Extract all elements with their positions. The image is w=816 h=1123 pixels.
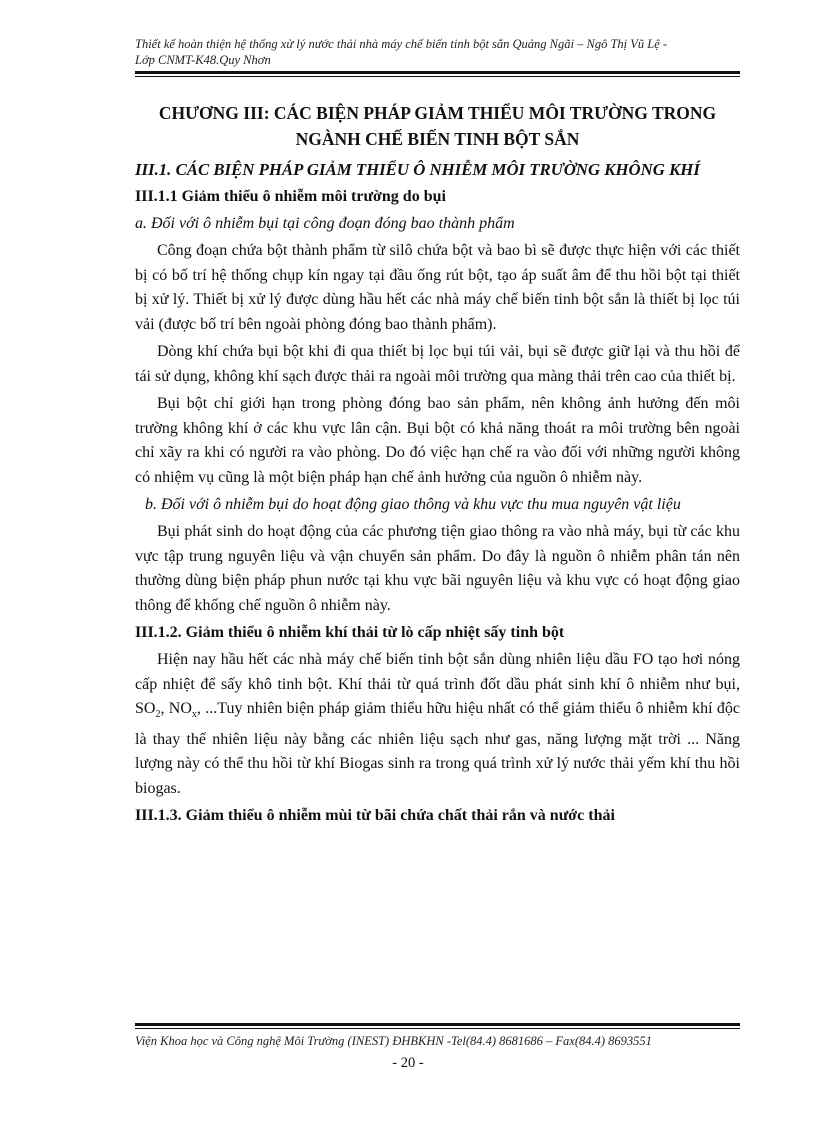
item-b-heading: b. Đối với ô nhiễm bụi do hoạt động giao thông và khu vực thu mua nguyên vật liệu (145, 496, 681, 513)
header-line-2: Lớp CNMT-K48.Quy Nhơn (135, 53, 271, 67)
running-header (135, 36, 735, 68)
chapter-title-line-2: NGÀNH CHẾ BIẾN TINH BỘT SẮN (295, 129, 580, 149)
subscript-so2: 2 (155, 709, 161, 721)
paragraph: Dòng khí chứa bụi bột khi đi qua thiết bị lọc bụi túi vải, bụi sẽ được giữ lại và thu hồi để tái sử dụng, không khí sạch được thải ra ngoài môi trường qua màng thải trên cao của thiết bị. (135, 343, 740, 385)
header-rule-thick (135, 71, 740, 74)
header-rule-thin (135, 76, 740, 77)
section-heading: III.1. CÁC BIỆN PHÁP GIẢM THIỂU Ô NHIỄM MÔI TRƯỜNG KHÔNG KHÍ (135, 160, 700, 179)
paragraph-emissions (135, 648, 740, 801)
chapter-title (135, 100, 740, 152)
paragraph: Công đoạn chứa bột thành phẩm từ silô chứa bột và bao bì sẽ được thực hiện với các thiết bị có bố trí hệ thống chụp kín ngay tại đầu ống rút bột, tạo áp suất âm để thu hồi bột tại thiết bị xử lý. Thiết bị xử lý được dùng hầu hết các nhà máy chế biến tinh bột sắn là thiết bị lọc túi vải (được bố trí bên ngoài phòng đóng bao thành phẩm). (135, 242, 740, 333)
text-run: , NO (160, 700, 192, 717)
subsection-heading-3: III.1.3. Giảm thiểu ô nhiễm mùi từ bãi chứa chất thải rắn và nước thải (135, 807, 615, 825)
paragraph: Bụi phát sinh do hoạt động của các phương tiện giao thông ra vào nhà máy, bụi từ các khu vực tập trung nguyên liệu và vận chuyển sản phẩm. Do đây là nguồn ô nhiễm phân tán nên thường dùng biện pháp phun nước tại khu vực bãi nguyên liệu và khu vực có hoạt động giao thông để khống chế nguồn ô nhiễm này. (135, 523, 740, 614)
subsection-heading-2: III.1.2. Giảm thiểu ô nhiễm khí thải từ lò cấp nhiệt sấy tinh bột (135, 624, 565, 641)
text-run: Hiện nay hầu hết các nhà máy chế biến tinh bột sắn dùng nhiên liệu dầu FO tạo hơi nóng cấp nhiệt để sấy khô tinh bột. Khí thải từ quá trình đốt dầu phát sinh khí ô nhiễm như bụi, SO (135, 651, 740, 717)
header-line-1: Thiết kế hoàn thiện hệ thống xử lý nước thải nhà máy chế biến tinh bột sắn Quảng Ngãi – Ngô Thị Vũ Lệ - (135, 37, 668, 51)
footer-rule-thin (135, 1028, 740, 1029)
running-footer: Viện Khoa học và Công nghệ Môi Trường (INEST) ĐHBKHN -Tel(84.4) 8681686 – Fax(84.4) 8693551 (135, 1034, 652, 1048)
item-a-heading: a. Đối với ô nhiễm bụi tại công đoạn đóng bao thành phẩm (135, 215, 515, 232)
page-number: - 20 - (392, 1055, 424, 1071)
subscript-nox: x (191, 709, 197, 721)
subsection-heading-1: III.1.1 Giảm thiểu ô nhiễm môi trường do bụi (135, 188, 446, 205)
page-body (135, 100, 740, 831)
footer-rule-thick (135, 1023, 740, 1026)
paragraph: Bụi bột chỉ giới hạn trong phòng đóng bao sản phẩm, nên không ảnh hưởng đến môi trường không khí ở các khu vực lân cận. Bụi bột có khả năng thoát ra môi trường bên ngoài chỉ xãy ra khi có người ra vào phòng. Do đó việc hạn chế ra vào đối với những người không có nhiệm vụ cũng là một biện pháp hạn chế ảnh hưởng của nguồn ô nhiễm này. (135, 395, 740, 486)
text-run: , ...Tuy nhiên biện pháp giảm thiểu hữu hiệu nhất có thể giảm thiểu ô nhiễm khí độc là thay thế nhiên liệu này bằng các nhiên liệu sạch như gas, năng lượng mặt trời ... Năng lượng này có thể thu hồi từ khí Biogas sinh ra trong quá trình xử lý nước thải yếm khí thu hồi biogas. (135, 700, 741, 797)
chapter-title-line-1: CHƯƠNG III: CÁC BIỆN PHÁP GIẢM THIỂU MÔI TRƯỜNG TRONG (158, 103, 717, 123)
